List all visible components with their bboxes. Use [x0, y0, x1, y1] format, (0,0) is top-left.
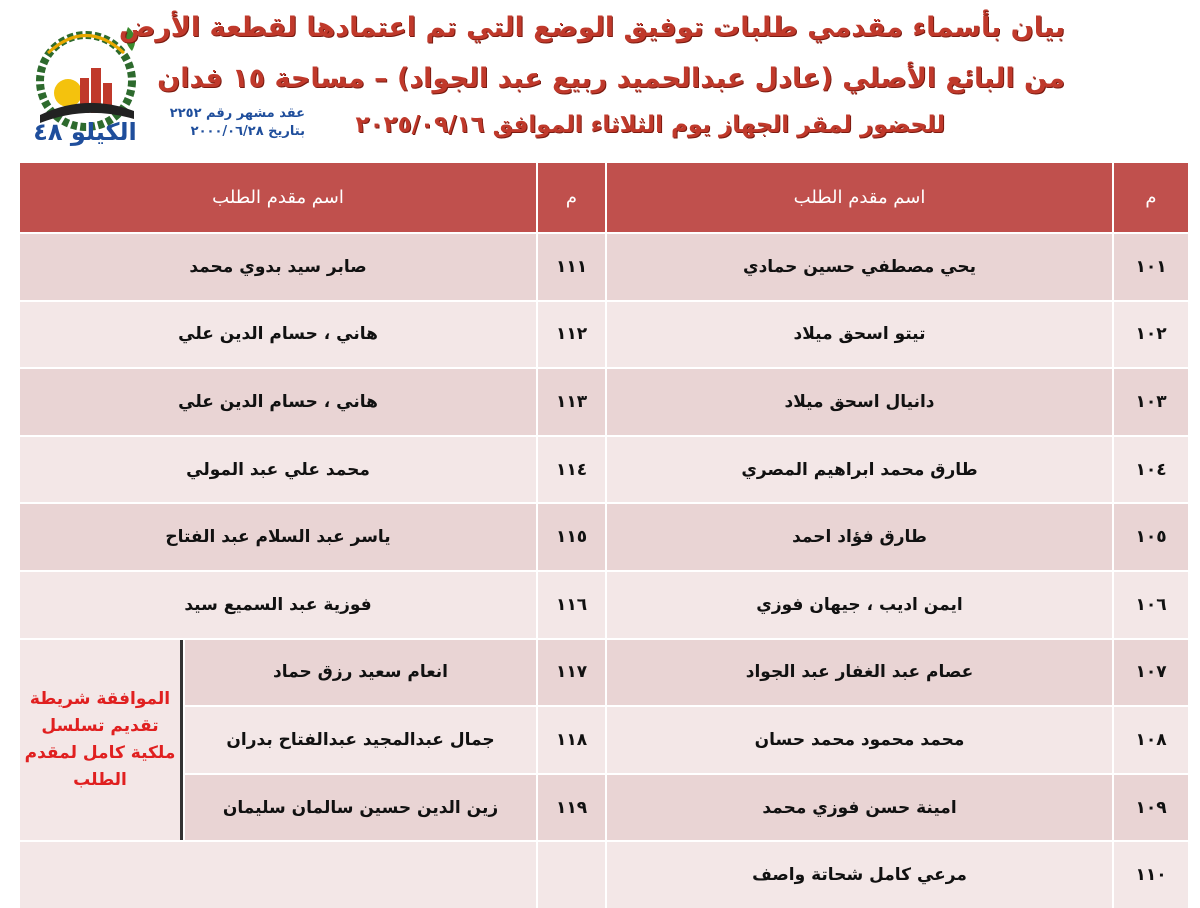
applicant-name: محمد محمود محمد حسان [607, 707, 1112, 773]
row-number: ١٠٣ [1114, 369, 1188, 435]
row-number: ١١١ [538, 234, 605, 300]
title-line-1: بيان بأسماء مقدمي طلبات توفيق الوضع التي تم اعتمادها لقطعة الأرض [118, 12, 1065, 43]
row-number: ١٠٤ [1114, 437, 1188, 503]
applicant-name: ياسر عبد السلام عبد الفتاح [20, 504, 536, 570]
row-number: ١١٤ [538, 437, 605, 503]
col-header-name-right: اسم مقدم الطلب [607, 163, 1112, 232]
row-number: ١١٥ [538, 504, 605, 570]
applicant-name: طارق محمد ابراهيم المصري [607, 437, 1112, 503]
row-number: ١٠٧ [1114, 640, 1188, 706]
row-number: ١١٧ [538, 640, 605, 706]
logo-caption: الكيلو ٤٨ [33, 118, 137, 146]
page-header [0, 0, 1200, 160]
row-number: ١١٣ [538, 369, 605, 435]
row-number: ١١٨ [538, 707, 605, 773]
row-number: ١٠٢ [1114, 302, 1188, 368]
applicant-name: فوزية عبد السميع سيد [20, 572, 536, 638]
row-number: ١١٢ [538, 302, 605, 368]
note-line: تقديم تسلسل [41, 715, 159, 736]
applicant-name: امينة حسن فوزي محمد [607, 775, 1112, 841]
applicant-name: طارق فؤاد احمد [607, 504, 1112, 570]
col-header-no-left: م [538, 163, 605, 232]
applicant-name: دانيال اسحق ميلاد [607, 369, 1112, 435]
applicant-name: هاني ، حسام الدين علي [20, 369, 536, 435]
contract-date: بتاريخ ٢٠٠٠/٠٦/٢٨ [190, 124, 305, 139]
applicant-name: عصام عبد الغفار عبد الجواد [607, 640, 1112, 706]
applicants-table [20, 163, 1182, 888]
empty-cell [538, 842, 605, 908]
note-line: الطلب [73, 769, 127, 790]
applicant-name: ايمن اديب ، جيهان فوزي [607, 572, 1112, 638]
row-number: ١٠٩ [1114, 775, 1188, 841]
applicant-name: انعام سعيد رزق حماد [185, 640, 536, 706]
row-number: ١١٠ [1114, 842, 1188, 908]
applicant-name: محمد علي عبد المولي [20, 437, 536, 503]
col-header-name-left: اسم مقدم الطلب [20, 163, 536, 232]
applicant-name: جمال عبدالمجيد عبدالفتاح بدران [185, 707, 536, 773]
row-number: ١٠٦ [1114, 572, 1188, 638]
applicant-name: يحي مصطفي حسين حمادي [607, 234, 1112, 300]
row-number: ١٠١ [1114, 234, 1188, 300]
applicant-name: هاني ، حسام الدين علي [20, 302, 536, 368]
row-number: ١١٩ [538, 775, 605, 841]
row-number: ١٠٥ [1114, 504, 1188, 570]
applicant-name: صابر سيد بدوي محمد [20, 234, 536, 300]
applicant-name: مرعي كامل شحاتة واصف [607, 842, 1112, 908]
approval-condition-note [20, 640, 183, 841]
title-line-3: للحضور لمقر الجهاز يوم الثلاثاء الموافق ٢٠٢٥/٠٩/١٦ [355, 112, 945, 138]
note-line: الموافقة شريطة [29, 688, 171, 709]
contract-number: عقد مشهر رقم ٢٢٥٢ [169, 106, 305, 121]
note-line: ملكية كامل لمقدم [24, 742, 176, 763]
contract-info [150, 105, 305, 141]
empty-cell [20, 842, 536, 908]
col-header-no-right: م [1114, 163, 1188, 232]
row-number: ١١٦ [538, 572, 605, 638]
title-line-2: من البائع الأصلي (عادل عبدالحميد ربيع عبد الجواد) – مساحة ١٥ فدان [157, 63, 1065, 94]
row-number: ١٠٨ [1114, 707, 1188, 773]
applicant-name: زين الدين حسين سالمان سليمان [185, 775, 536, 841]
applicant-name: تيتو اسحق ميلاد [607, 302, 1112, 368]
